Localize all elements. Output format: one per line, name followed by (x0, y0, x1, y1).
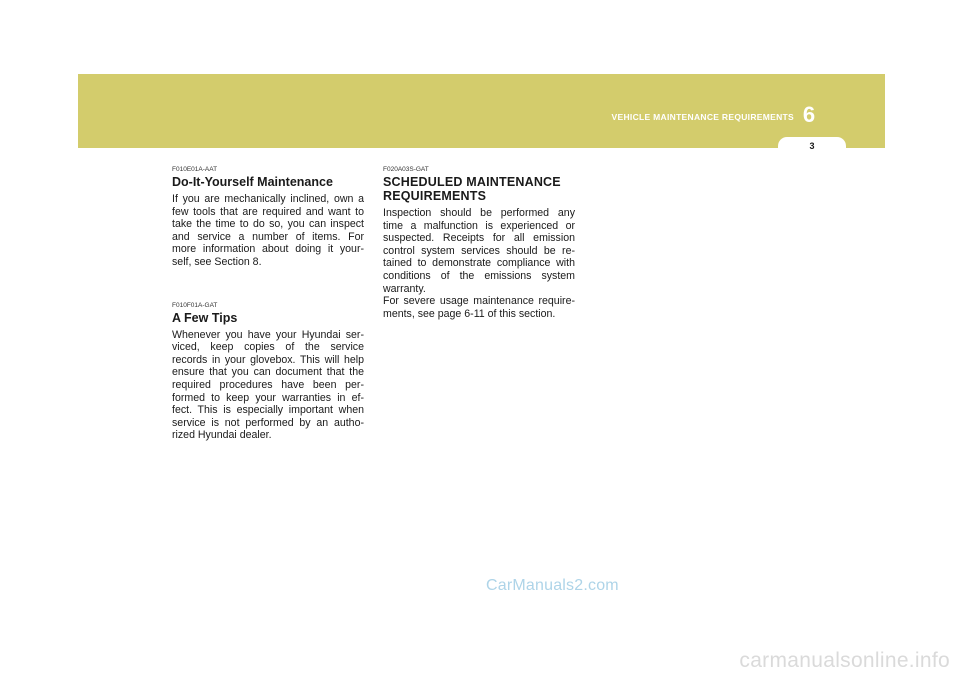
body-line: ensure that you can document that the (172, 366, 364, 379)
body-line: For severe usage maintenance require- (383, 295, 575, 308)
body-line: rized Hyundai dealer. (172, 429, 272, 442)
body-line: formed to keep your warranties in ef- (172, 391, 364, 404)
section-heading: A Few Tips (172, 310, 238, 325)
body-line: required procedures have been per- (172, 378, 364, 391)
right-column (383, 166, 575, 320)
section-code: F010F01A-GAT (172, 301, 218, 309)
body-line: Inspection should be performed any (383, 207, 575, 219)
heading-line: SCHEDULED MAINTENANCE (383, 175, 561, 189)
section-title: VEHICLE MAINTENANCE REQUIREMENTS (611, 112, 794, 122)
section-body (172, 193, 364, 269)
body-line: and service a number of items. For (172, 230, 364, 243)
body-line: control system services should be re- (383, 244, 575, 257)
body-line: ments, see page 6-11 of this section. (383, 307, 556, 320)
left-column (172, 166, 364, 442)
section-body (172, 329, 364, 442)
body-line: Whenever you have your Hyundai ser- (172, 328, 364, 341)
body-line: take the time to do so, you can inspect (172, 218, 364, 231)
body-line: tained to demonstrate compliance with (383, 257, 575, 270)
body-line: few tools that are required and want to (172, 205, 364, 218)
section-code: F010E01A-AAT (172, 166, 218, 173)
section-few-tips (172, 302, 364, 442)
heading-line: REQUIREMENTS (383, 189, 487, 203)
chapter-number: 6 (802, 102, 816, 127)
body-line: suspected. Receipts for all emission (383, 232, 575, 245)
body-line: viced, keep copies of the service (172, 341, 364, 354)
body-line: service is not performed by an autho- (172, 416, 364, 429)
section-code: F020A03S-GAT (383, 166, 429, 173)
watermark-link[interactable]: CarManuals2.com (486, 577, 619, 594)
page-number: 3 (809, 141, 815, 151)
body-line: time a malfunction is experienced or (383, 219, 575, 232)
header-band (78, 74, 885, 148)
body-line: more information about doing it your- (172, 243, 364, 256)
section-body (383, 207, 575, 320)
body-line: If you are mechanically inclined, own a (172, 193, 364, 205)
section-diy-maintenance (172, 166, 364, 269)
body-line: self, see Section 8. (172, 255, 262, 268)
watermark-bottom: carmanualsonline.info (739, 649, 950, 672)
body-line: records in your glovebox. This will help (172, 353, 364, 366)
body-line: fect. This is especially important when (172, 404, 364, 417)
section-heading (383, 175, 575, 203)
section-heading: Do-It-Yourself Maintenance (172, 175, 333, 189)
body-line: conditions of the emissions system (383, 269, 575, 282)
body-line: warranty. (383, 282, 426, 295)
